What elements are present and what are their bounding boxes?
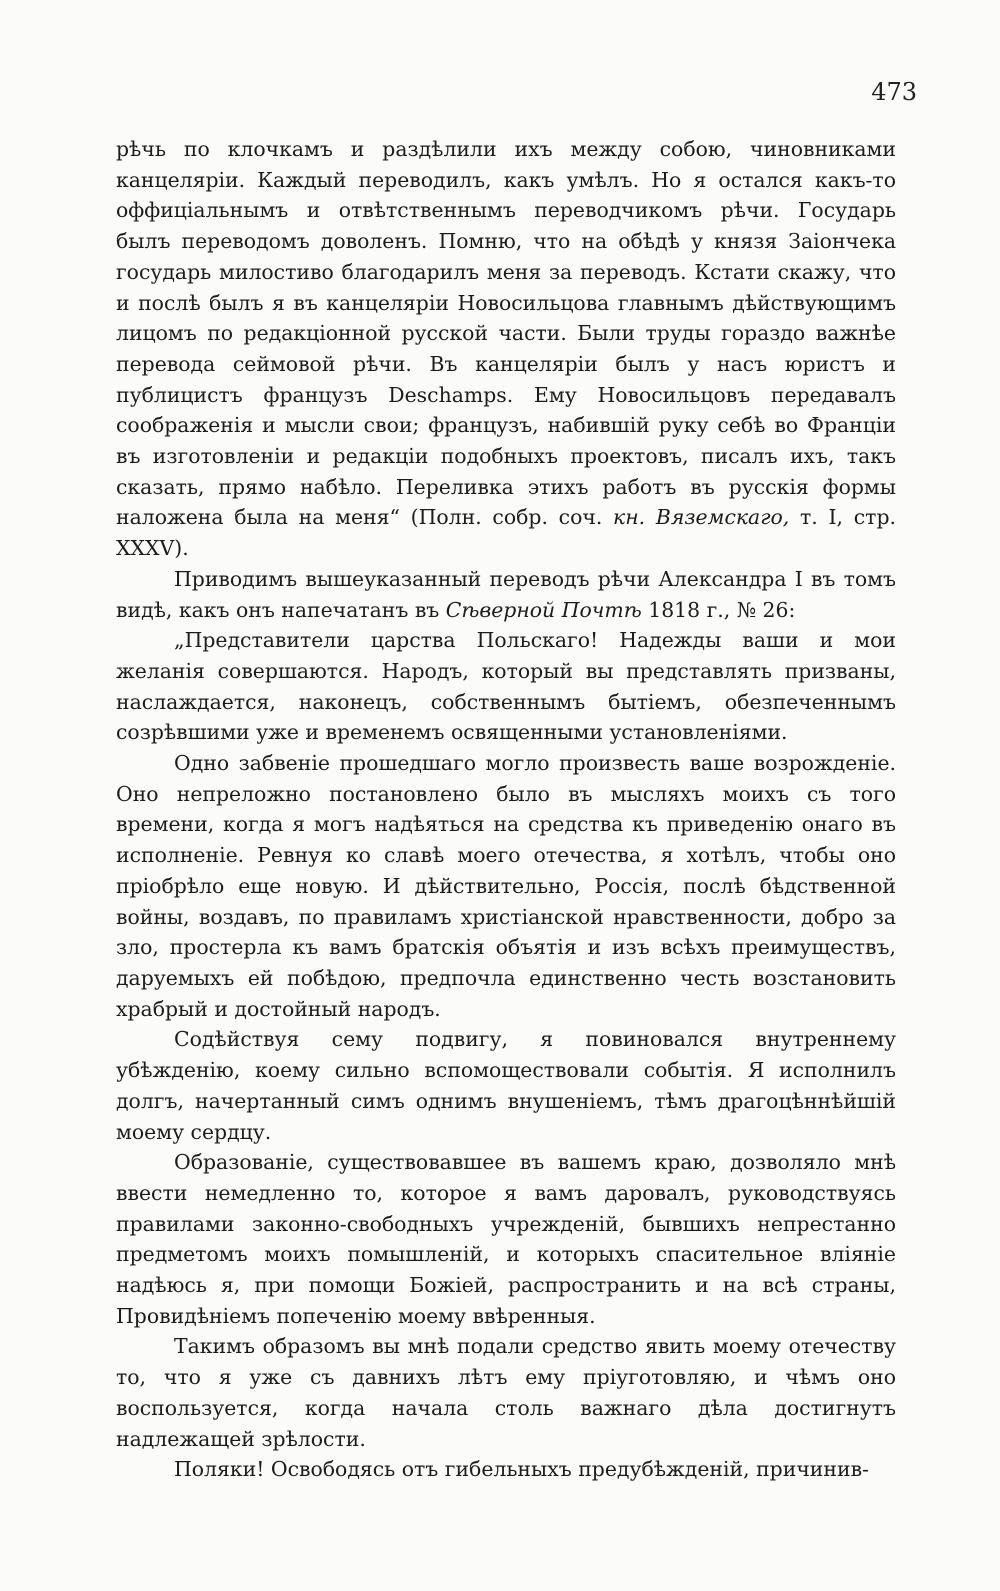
paragraph-4	[116, 748, 896, 1024]
page-number: 473	[871, 78, 917, 106]
paragraph-text: Содѣйствуя сему подвигу, я повиновался внутреннему убѣжденію, коему сильно вспомоществовали событія. Я исполнилъ долгъ, начертанный симъ однимъ внушеніемъ, тѣмъ драгоцѣннѣйшій моему сердцу.	[116, 1027, 896, 1144]
paragraph-2	[116, 564, 896, 625]
paragraph-text: рѣчь по клочкамъ и раздѣлили ихъ между собою, чиновниками канцеляріи. Каждый переводилъ, какъ умѣлъ. Но я остался какъ-то оффиціальнымъ и отвѣтственнымъ переводчикомъ рѣчи. Государь былъ переводомъ доволенъ. Помню, что на обѣдѣ у князя Заіончека государь милостиво благодарилъ меня за переводъ. Кстати скажу, что и послѣ былъ я въ канцеляріи Новосильцова главнымъ дѣйствующимъ лицомъ по редакціонной русской части. Были труды гораздо важнѣе перевода сеймовой рѣчи. Въ канцеляріи былъ у насъ юристъ и публицистъ французъ Deschamps. Ему Новосильцовъ передавалъ соображенія и мысли свои; французъ, набившій руку себѣ во Франціи въ изготовленіи и редакціи подобныхъ проектовъ, писалъ ихъ, такъ сказать, прямо набѣло. Переливка этихъ работъ въ русскія формы наложена была на меня“ (Полн. собр. соч.	[116, 137, 896, 530]
paragraph-5	[116, 1024, 896, 1147]
paragraph-7	[116, 1331, 896, 1454]
paragraph-3	[116, 625, 896, 748]
paragraph-text: Образованіе, существовавшее въ вашемъ краю, дозволяло мнѣ ввести немедленно то, которое я вамъ даровалъ, руководствуясь правилами законно-свободныхъ учрежденій, бывшихъ непрестанно предметомъ моихъ помышленій, и которыхъ спасительное вліяніе надѣюсь я, при помощи Божіей, распространить и на всѣ страны, Провидѣніемъ попеченію моему ввѣренныя.	[116, 1150, 896, 1328]
italic-citation: кн. Вяземскаго,	[613, 505, 790, 530]
paragraph-text: Приводимъ вышеуказанный переводъ рѣчи Александра I въ томъ видѣ, какъ онъ напечатанъ въ	[116, 566, 896, 622]
italic-publication-title: Сѣверной Почтѣ	[445, 597, 642, 622]
paragraph-text: т. I, стр. XXXV).	[116, 505, 896, 561]
paragraph-6	[116, 1147, 896, 1331]
paragraph-8	[116, 1454, 896, 1485]
paragraph-text: Одно забвеніе прошедшаго могло произвесть ваше возрожденіе. Оно непреложно постановлено было въ мысляхъ моихъ съ того времени, когда я могъ надѣяться на средства къ приведенію онаго въ исполненіе. Ревнуя ко славѣ моего отечества, я хотѣлъ, чтобы оно пріобрѣло еще новую. И дѣйствительно, Россія, послѣ бѣдственной войны, воздавъ, по правиламъ христіанской нравственности, добро за зло, простерла къ вамъ братскія объятія и изъ всѣхъ преимуществъ, даруемыхъ ей побѣдою, предпочла единственно честь возстановить храбрый и достойный народъ.	[116, 751, 896, 1021]
body-text	[116, 134, 896, 1485]
paragraph-text: „Представители царства Польскаго! Надежды ваши и мои желанія совершаются. Народъ, который вы представлять призваны, наслаждается, наконецъ, собственнымъ бытіемъ, обезпеченнымъ созрѣвшими уже и временемъ освященными установленіями.	[116, 628, 896, 745]
paragraph-text: 1818 г., № 26:	[641, 597, 796, 622]
paragraph-1	[116, 134, 896, 564]
paragraph-text: Поляки! Освободясь отъ гибельныхъ предубѣжденій, причинив-	[174, 1457, 869, 1482]
paragraph-text: Такимъ образомъ вы мнѣ подали средство явить моему отечеству то, что я уже съ давнихъ лѣтъ ему пріуготовляю, и чѣмъ оно воспользуется, когда начала столь важнаго дѣла достигнутъ надлежащей зрѣлости.	[116, 1334, 896, 1451]
